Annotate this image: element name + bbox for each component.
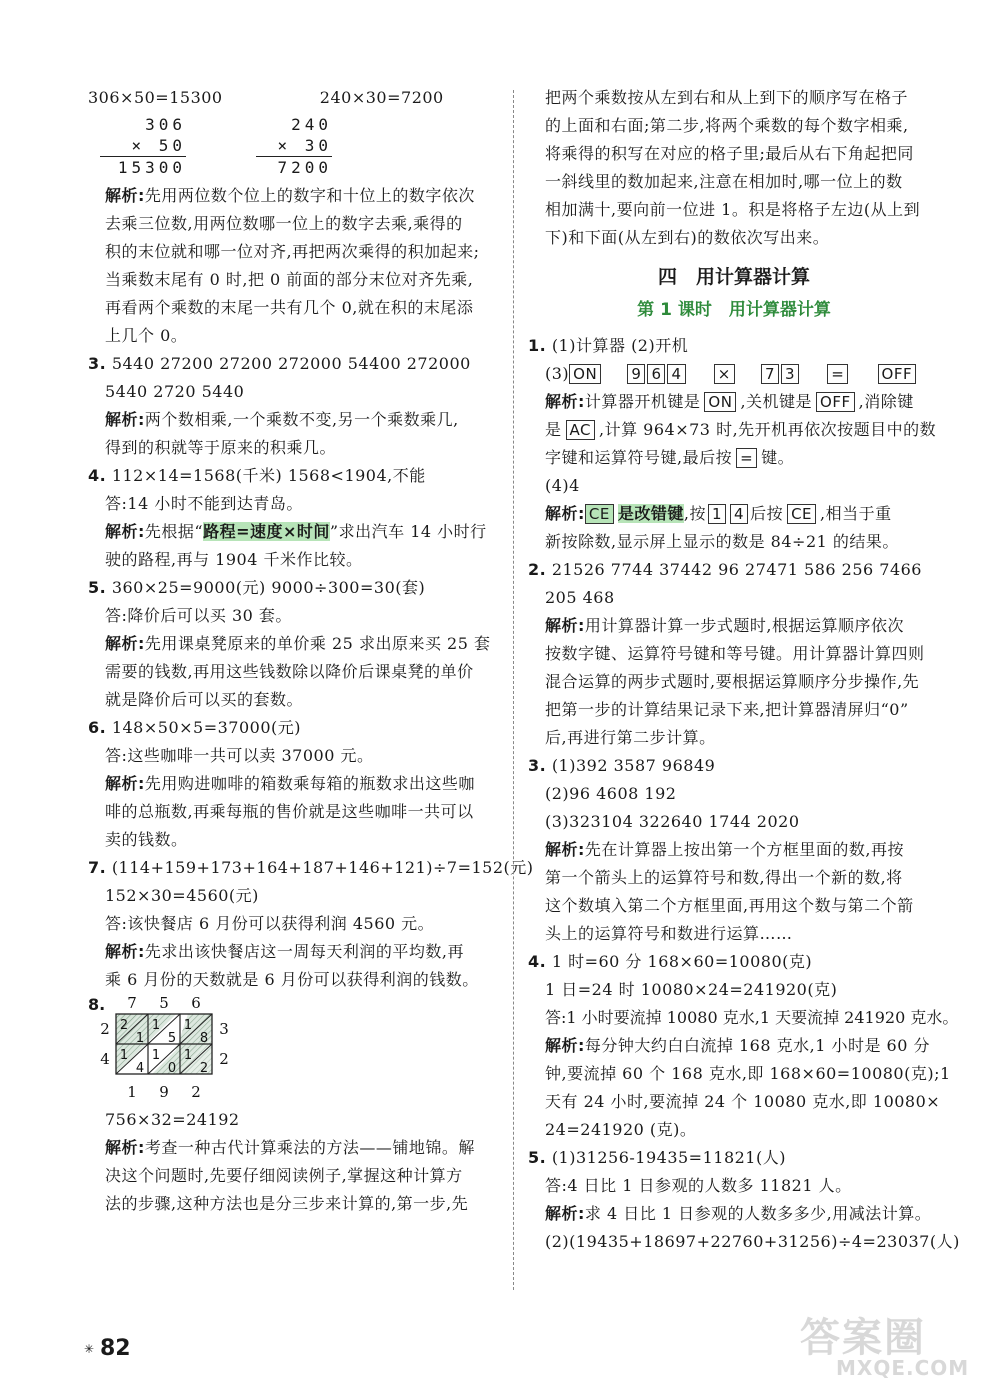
explanation-text: 求 4 日比 1 日参观的人数多多少,用减法计算。 <box>584 1204 932 1223</box>
lattice-cell-ones: 8 <box>199 1031 209 1046</box>
question-5 <box>88 574 500 714</box>
ce-key: CE <box>787 504 816 524</box>
on-key: ON <box>569 364 601 384</box>
question-number: 3. <box>88 354 107 373</box>
r-question-1 <box>528 332 940 556</box>
digit-key-7: 7 <box>761 364 779 384</box>
lattice-bottom-digit: 2 <box>191 1083 201 1101</box>
lattice-right-digit: 2 <box>219 1050 229 1068</box>
explanation-text: ,消除键 <box>858 392 914 411</box>
lattice-cell-tens: 1 <box>151 1048 161 1063</box>
equations-row <box>88 84 500 112</box>
explanation-label: 解析: <box>545 840 585 859</box>
question-number: 5. <box>88 578 107 597</box>
question-8 <box>88 994 500 1218</box>
answer-statement: 答:1 小时要流掉 10080 克水,1 天要流掉 241920 克水。 <box>545 1008 959 1027</box>
explanation-text: ,相当于重 <box>820 504 892 523</box>
digit-key-1: 1 <box>708 504 726 524</box>
vc2-multiplicand: 240 <box>291 115 332 134</box>
answer-line: 756×32=24192 <box>105 1110 240 1129</box>
answer-line: (1)计算器 (2)开机 <box>551 336 689 355</box>
explanation-text: 把两个乘数按从左到右和从上到下的顺序写在格子 <box>545 88 909 107</box>
lattice-cell-tens: 1 <box>151 1018 161 1033</box>
answer-line: 152×30=4560(元) <box>105 886 259 905</box>
explanation-label: 解析: <box>105 522 145 541</box>
question-number: 8. <box>88 995 106 1014</box>
question-number: 1. <box>528 336 547 355</box>
lattice-right-digit: 3 <box>219 1020 229 1038</box>
key-sequence <box>528 360 940 388</box>
lattice-cell-ones: 0 <box>167 1061 177 1076</box>
right-column <box>528 84 960 1256</box>
explanation-text: 相加满十,要向前一位进 1。积是将格子左边(从上到 <box>545 200 921 219</box>
explanation-text: 的上面和右面;第二步,将两个乘数的每个数字相乘, <box>545 116 909 135</box>
explanation-text: 头上的运算符号和数进行运算…… <box>545 924 793 943</box>
answer-line: (2)(19435+18697+22760+31256)÷4=23037(人) <box>545 1232 960 1251</box>
explanation-2 <box>88 182 500 350</box>
explanation-text: 法的步骤,这种方法也是分三步来计算的,第一步,先 <box>105 1194 469 1213</box>
on-key: ON <box>704 392 736 412</box>
digit-key-4: 4 <box>667 364 685 384</box>
explanation-text: 按数字键、运算符号键和等号键。用计算器计算四则 <box>545 644 925 663</box>
explanation-text: ”求出汽车 14 小时行 <box>329 522 487 541</box>
explanation-text: 先用课桌凳原来的单价乘 25 求出原来买 25 套 <box>144 634 491 653</box>
question-number: 4. <box>528 952 547 971</box>
explanation-text: 每分钟大约白白流掉 168 克水,1 小时是 60 分 <box>584 1036 931 1055</box>
star-icon: ✳ <box>84 1342 95 1356</box>
explanation-text: 两个数相乘,一个乘数不变,另一个乘数乘几, <box>144 410 459 429</box>
answer-line: 5440 27200 27200 272000 54400 272000 <box>111 354 471 373</box>
vc2-product: 7200 <box>256 156 332 178</box>
explanation-text: 先用购进咖啡的箱数乘每箱的瓶数求出这些咖 <box>144 774 475 793</box>
left-column <box>88 84 534 1218</box>
question-number: 4. <box>88 466 107 485</box>
explanation-text: 将乘得的积写在对应的格子里;最后从右下角起把同 <box>545 144 914 163</box>
answer-line: 5440 2720 5440 <box>105 382 245 401</box>
explanation-text: 先用两位数个位上的数字和十位上的数字依次 <box>144 186 475 205</box>
column-divider <box>513 90 514 1290</box>
continued-explanation <box>528 84 940 252</box>
lattice-left-digit: 2 <box>100 1020 110 1038</box>
explanation-label: 解析: <box>545 392 585 411</box>
explanation-label: 解析: <box>105 410 145 429</box>
page-number: 82 <box>100 1336 131 1361</box>
explanation-text: 卖的钱数。 <box>105 830 188 849</box>
question-number: 5. <box>528 1148 547 1167</box>
explanation-text: 混合运算的两步式题时,要根据运算顺序分步操作,先 <box>545 672 920 691</box>
explanation-label: 解析: <box>545 616 585 635</box>
explanation-text: 天有 24 小时,要流掉 24 个 10080 克水,即 10080× <box>545 1092 941 1111</box>
answer-statement: 答:这些咖啡一共可以卖 37000 元。 <box>105 746 374 765</box>
explanation-text: 得到的积就等于原来的积乘几。 <box>105 438 337 457</box>
lattice-multiplication <box>88 994 500 1106</box>
explanation-text: 去乘三位数,用两位数哪一位上的数字去乘,乘得的 <box>105 214 463 233</box>
question-6 <box>88 714 500 854</box>
lattice-cell-tens: 1 <box>119 1048 129 1063</box>
explanation-text: 计算器开机键是 <box>584 392 701 411</box>
answer-statement: 答:14 小时不能到达青岛。 <box>105 494 303 513</box>
explanation-text: ,关机键是 <box>740 392 813 411</box>
lattice-cell-tens: 1 <box>183 1048 193 1063</box>
lattice-cell-ones: 5 <box>167 1031 177 1046</box>
answer-line: (1)392 3587 96849 <box>551 756 716 775</box>
explanation-text: 用计算器计算一步式题时,根据运算顺序依次 <box>584 616 904 635</box>
explanation-text: 先根据“ <box>144 522 204 541</box>
explanation-text: 24=241920 (克)。 <box>545 1120 697 1139</box>
question-number: 2. <box>528 560 547 579</box>
answer-line: (1)31256-19435=11821(人) <box>551 1148 786 1167</box>
explanation-label: 解析: <box>105 186 145 205</box>
r-question-3 <box>528 752 940 948</box>
lesson-title: 第 1 课时 用计算器计算 <box>637 300 831 320</box>
answer-line: (3)323104 322640 1744 2020 <box>545 812 800 831</box>
equals-key: = <box>736 448 757 468</box>
explanation-text: 字键和运算符号键,最后按 <box>545 448 733 467</box>
explanation-label: 解析: <box>105 942 145 961</box>
lattice-left-digit: 4 <box>100 1050 110 1068</box>
question-4 <box>88 462 500 574</box>
explanation-text: 需要的钱数,再用这些钱数除以降价后课桌凳的单价 <box>105 662 474 681</box>
lattice-bottom-digit: 9 <box>159 1083 169 1101</box>
question-number: 3. <box>528 756 547 775</box>
lattice-cell-ones: 2 <box>199 1061 209 1076</box>
explanation-text: 乘 6 月份的天数就是 6 月份可以获得利润的钱数。 <box>105 970 479 989</box>
ce-key: CE <box>585 504 614 524</box>
explanation-text: 上几个 0。 <box>105 326 188 345</box>
explanation-text: 啡的总瓶数,再乘每瓶的售价就是这些咖啡一共可以 <box>105 802 474 821</box>
explanation-text: 键。 <box>761 448 795 467</box>
lattice-top-digit: 7 <box>127 994 137 1012</box>
question-number: 6. <box>88 718 107 737</box>
off-key: OFF <box>816 392 855 412</box>
ac-key: AC <box>566 420 595 440</box>
multiply-key: × <box>714 364 735 384</box>
explanation-text: 就是降价后可以买的套数。 <box>105 690 304 709</box>
vc1-multiplicand: 306 <box>145 115 186 134</box>
explanation-text: 考查一种古代计算乘法的方法——铺地锦。解 <box>144 1138 475 1157</box>
explanation-text: 是 <box>545 420 562 439</box>
digit-key-4: 4 <box>730 504 748 524</box>
explanation-text: 当乘数末尾有 0 时,把 0 前面的部分末位对齐先乘, <box>105 270 474 289</box>
explanation-text: 新按除数,显示屏上显示的数是 84÷21 的结果。 <box>545 532 899 551</box>
vc1-product: 15300 <box>100 156 186 178</box>
explanation-text: 后,再进行第二步计算。 <box>545 728 716 747</box>
equals-key: = <box>827 364 848 384</box>
answer-line: (2)96 4608 192 <box>545 784 677 803</box>
r-question-4 <box>528 948 959 1144</box>
r-question-2 <box>528 556 940 752</box>
explanation-text: ,按 <box>683 504 706 523</box>
answer-statement: 答:该快餐店 6 月份可以获得利润 4560 元。 <box>105 914 435 933</box>
explanation-text: 先求出该快餐店这一周每天利润的平均数,再 <box>144 942 464 961</box>
explanation-text: 积的末位就和哪一位对齐,再把两次乘得的积加起来; <box>105 242 480 261</box>
explanation-label: 解析: <box>105 1138 145 1157</box>
answer-line: 360×25=9000(元) 9000÷300=30(套) <box>111 578 426 597</box>
explanation-text: 钟,要流掉 60 个 168 克水,即 168×60=10080(克);1 <box>545 1064 951 1083</box>
answer-statement: 答:降价后可以买 30 套。 <box>105 606 292 625</box>
equation-2: 240×30=7200 <box>319 88 444 107</box>
explanation-label: 解析: <box>545 1036 585 1055</box>
watermark-url: MXQE.COM <box>836 1356 970 1380</box>
answer-line: (114+159+173+164+187+146+121)÷7=152(元) <box>111 858 534 877</box>
explanation-text: 把第一步的计算结果记录下来,把计算器清屏归“0” <box>545 700 909 719</box>
answer-line: 1 时=60 分 168×60=10080(克) <box>551 952 813 971</box>
equation-1: 306×50=15300 <box>88 88 223 107</box>
lattice-cell-tens: 2 <box>119 1018 129 1033</box>
lattice-cell-ones: 4 <box>135 1061 145 1076</box>
explanation-text: 驶的路程,再与 1904 千米作比较。 <box>105 550 363 569</box>
lattice-top-digit: 5 <box>159 994 169 1012</box>
explanation-label: 解析: <box>545 1204 585 1223</box>
lattice-cell-tens: 1 <box>183 1018 193 1033</box>
explanation-text: ,计算 964×73 时,先开机再依次按题目中的数 <box>599 420 937 439</box>
explanation-label: 解析: <box>545 504 585 523</box>
section-title: 四 用计算器计算 <box>657 266 810 288</box>
explanation-text: 决这个问题时,先要仔细阅读例子,掌握这种计算方 <box>105 1166 463 1185</box>
vertical-calc-1 <box>100 114 186 178</box>
digit-key-6: 6 <box>647 364 665 384</box>
explanation-text: 第一个箭头上的运算符号和数,得出一个新的数,将 <box>545 868 903 887</box>
answer-line: 148×50×5=37000(元) <box>111 718 301 737</box>
vc1-multiplier: × 50 <box>131 136 186 155</box>
explanation-text: 一斜线里的数加起来,注意在相加时,哪一位上的数 <box>545 172 903 191</box>
off-key: OFF <box>878 364 917 384</box>
lattice-cell-ones: 1 <box>135 1031 145 1046</box>
answer-statement: 答:4 日比 1 日参观的人数多 11821 人。 <box>545 1176 852 1195</box>
explanation-label: 解析: <box>105 774 145 793</box>
answer-line: (4)4 <box>545 476 580 495</box>
part-label: (3) <box>545 364 570 383</box>
digit-key-3: 3 <box>781 364 799 384</box>
answer-line: 205 468 <box>545 588 615 607</box>
explanation-text: 再看两个乘数的末尾一共有几个 0,就在积的末尾添 <box>105 298 474 317</box>
explanation-text: 后按 <box>750 504 784 523</box>
explanation-text: 这个数填入第二个方框里面,再用这个数与第二个箭 <box>545 896 914 915</box>
answer-line: 112×14=1568(千米) 1568<1904,不能 <box>111 466 426 485</box>
digit-key-9: 9 <box>627 364 645 384</box>
question-number: 7. <box>88 858 107 877</box>
lattice-top-digit: 6 <box>191 994 201 1012</box>
question-3 <box>88 350 500 462</box>
explanation-text: 下)和下面(从左到右)的数依次写出来。 <box>545 228 830 247</box>
vertical-calc-2 <box>256 114 332 178</box>
explanation-label: 解析: <box>105 634 145 653</box>
highlighted-formula: 路程=速度×时间 <box>203 522 330 541</box>
r-question-5 <box>528 1144 960 1256</box>
question-7 <box>88 854 534 994</box>
vertical-calcs <box>100 114 500 178</box>
answer-line: 1 日=24 时 10080×24=241920(克) <box>545 980 838 999</box>
highlighted-text: 是改错键 <box>617 504 684 523</box>
lattice-grid <box>100 994 270 1106</box>
lattice-bottom-digit: 1 <box>127 1083 137 1101</box>
explanation-text: 先在计算器上按出第一个方框里面的数,再按 <box>584 840 904 859</box>
watermark-logo: 答案圈 <box>800 1315 926 1361</box>
vc2-multiplier: × 30 <box>277 136 332 155</box>
answer-line: 21526 7744 37442 96 27471 586 256 7466 <box>551 560 922 579</box>
